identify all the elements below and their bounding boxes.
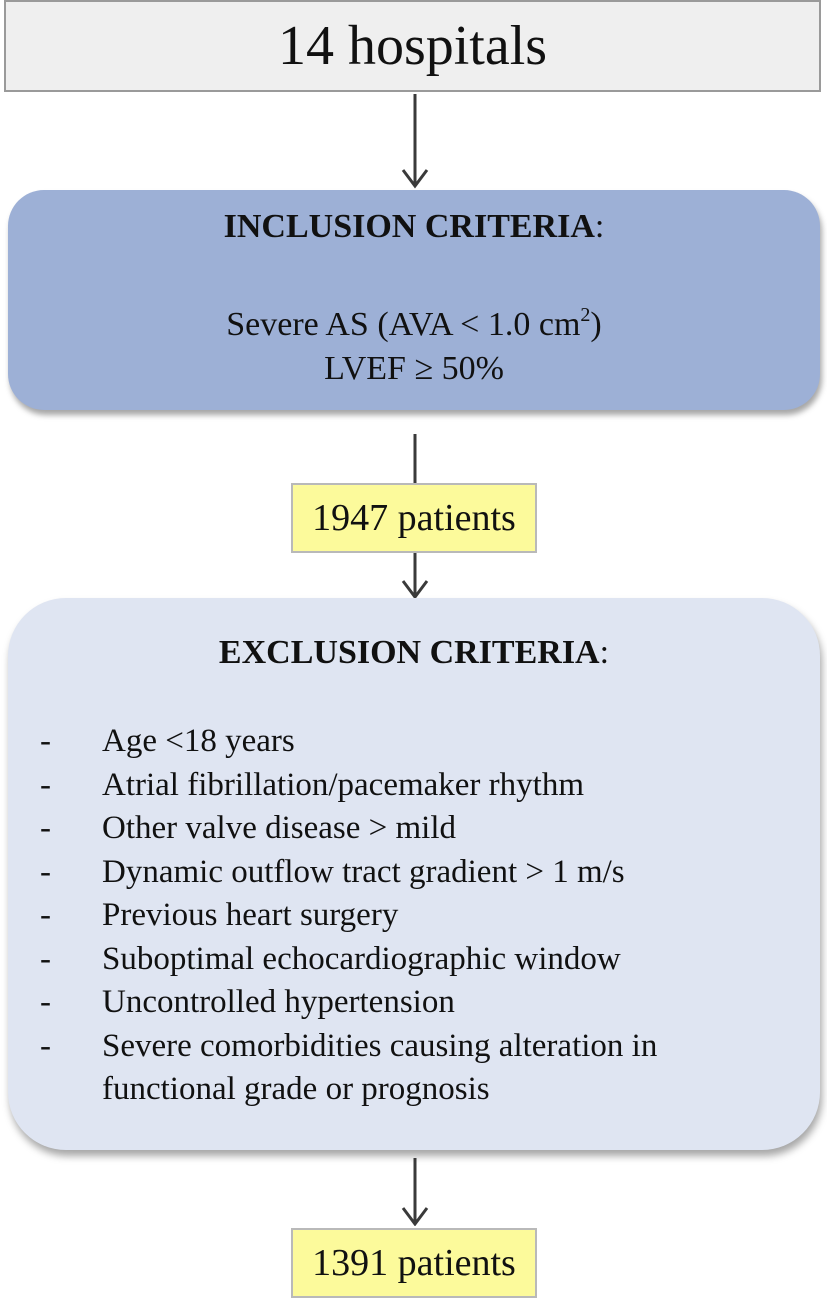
final-patients-count-box: [291, 1228, 537, 1298]
arrow-down-icon: [395, 1158, 435, 1226]
exclusion-criteria-box: [8, 598, 820, 1150]
exclusion-item: - Severe comorbidities causing alteration in functional grade or prognosis: [40, 1027, 658, 1107]
connector-line: [395, 434, 435, 484]
exclusion-item: - Other valve disease > mild: [40, 810, 457, 846]
exclusion-item: - Suboptimal echocardiographic window: [40, 940, 621, 977]
exclusion-item: - Atrial fibrillation/pacemaker rhythm: [40, 766, 584, 803]
inclusion-criterion-severe-as: Severe AS (AVA < 1.0 $cm^2$): [226, 304, 602, 343]
inclusion-criterion-lvef: LVEF ≥ 50%: [324, 350, 504, 387]
final-patients-count-label: 1391 patients: [312, 1242, 516, 1284]
inclusion-title: INCLUSION CRITERIA:: [223, 208, 605, 245]
arrow-down-icon: [395, 94, 435, 190]
arrow-down-icon: [395, 553, 435, 598]
hospitals-box: [4, 0, 821, 92]
exclusion-title: EXCLUSION CRITERIA:: [218, 634, 610, 671]
patients-count-box: [291, 483, 537, 553]
hospitals-label: 14 hospitals: [277, 15, 548, 77]
exclusion-item: - Uncontrolled hypertension: [40, 984, 455, 1020]
exclusion-item: - Age <18 years: [40, 723, 295, 759]
patients-count-label: 1947 patients: [312, 497, 516, 539]
exclusion-list: [40, 720, 780, 1112]
exclusion-item: - Dynamic outflow tract gradient > 1 m/s: [40, 853, 625, 890]
exclusion-item: - Previous heart surgery: [40, 897, 399, 933]
inclusion-criteria-box: [8, 190, 820, 410]
